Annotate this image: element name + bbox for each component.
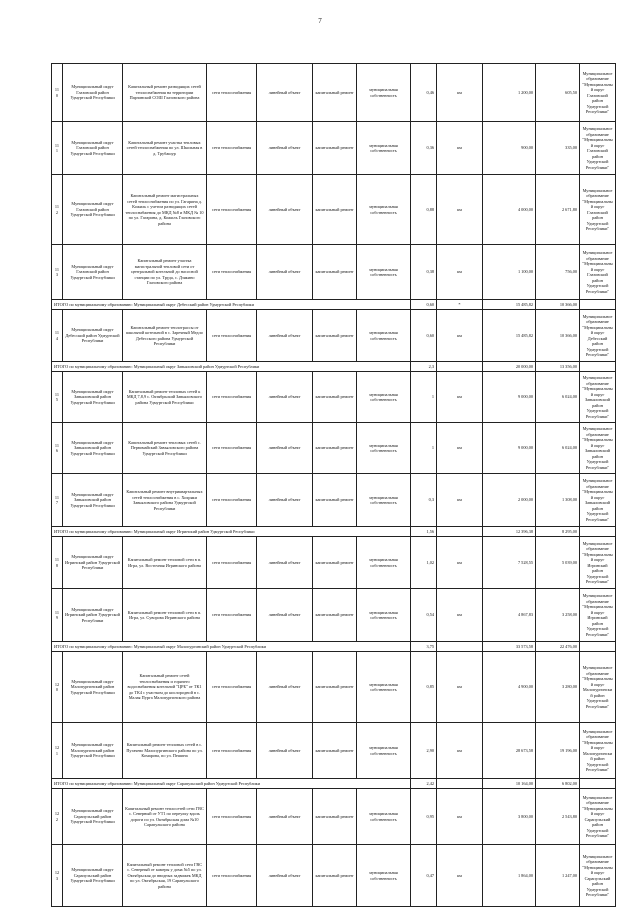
subsidy-cell: 605,50 xyxy=(536,64,580,122)
owner-cell: Муниципальный округ Сарапульский район Удмуртской Республики xyxy=(63,845,123,907)
network-type-cell: сети теплоснабжения xyxy=(207,537,257,589)
object-title-cell: Капитальный ремонт тепловой сети ГВС с. Северный от камеры у дома №5 по ул. Октябрьская до вводных задвижек МКД по ул. Октябрьская, 19 Сарапульского района xyxy=(123,845,207,907)
table-row xyxy=(52,589,616,642)
work-type-cell: капитальный ремонт xyxy=(313,423,357,474)
length-cell: 0,54 xyxy=(411,589,437,642)
summary-row xyxy=(52,642,616,652)
property-type-cell: муниципальная собственность xyxy=(357,372,411,423)
length-cell: 0,38 xyxy=(411,245,437,300)
total-cost-cell: 2 000,00 xyxy=(483,474,536,527)
object-type-cell: линейный объект xyxy=(257,423,313,474)
table-row xyxy=(52,245,616,300)
work-type-cell: капитальный ремонт xyxy=(313,64,357,122)
object-type-cell: линейный объект xyxy=(257,122,313,175)
length-cell: 0,36 xyxy=(411,122,437,175)
length-cell: 1,56 xyxy=(411,527,437,537)
empty-cell xyxy=(580,642,616,652)
recipient-cell: Муниципальное образование "Муниципальный округ Завьяловский район Удмуртской Республики" xyxy=(580,372,616,423)
subsidy-cell: 10 366,00 xyxy=(536,300,580,310)
summary-row xyxy=(52,300,616,310)
table-row xyxy=(52,652,616,723)
subsidy-cell: 8 295,00 xyxy=(536,527,580,537)
owner-cell: Муниципальный округ Малопургинский район Удмуртской Республики xyxy=(63,723,123,779)
recipient-cell: Муниципальное образование "Муниципальный округ Завьяловский район Удмуртской Республики" xyxy=(580,423,616,474)
object-type-cell: линейный объект xyxy=(257,310,313,362)
property-type-cell: муниципальная собственность xyxy=(357,423,411,474)
summary-label: ИТОГО по муниципальному образованию: Муниципальный округ Сарапульский район Удмуртской Республики xyxy=(52,779,411,789)
network-type-cell: сети теплоснабжения xyxy=(207,845,257,907)
property-type-cell: муниципальная собственность xyxy=(357,723,411,779)
work-type-cell: капитальный ремонт xyxy=(313,845,357,907)
subsidy-cell: 2 671,80 xyxy=(536,175,580,245)
owner-cell: Муниципальный округ Сарапульский район Удмуртской Республики xyxy=(63,789,123,845)
property-type-cell: муниципальная собственность xyxy=(357,474,411,527)
recipient-cell: Муниципальное образование "Муниципальный округ Игринский район Удмуртской Республики" xyxy=(580,537,616,589)
total-cost-cell: 3 800,00 xyxy=(483,789,536,845)
page-number: 7 xyxy=(318,17,322,25)
subsidy-cell: 335,00 xyxy=(536,122,580,175)
total-cost-cell: 4 867,83 xyxy=(483,589,536,642)
subsidy-cell: 5 039,00 xyxy=(536,537,580,589)
owner-cell: Муниципальный округ Завьяловский район Удмуртской Республики xyxy=(63,423,123,474)
unit-cell: км xyxy=(437,845,483,907)
subsidy-cell: 3 280,00 xyxy=(536,652,580,723)
property-type-cell: муниципальная собственность xyxy=(357,245,411,300)
length-cell: 0,60 xyxy=(411,300,437,310)
unit-cell: км xyxy=(437,372,483,423)
property-type-cell: муниципальная собственность xyxy=(357,310,411,362)
unit-cell: км xyxy=(437,789,483,845)
network-type-cell: сети теплоснабжения xyxy=(207,64,257,122)
total-cost-cell: 1 200,00 xyxy=(483,64,536,122)
length-cell: 0,88 xyxy=(411,175,437,245)
property-type-cell: муниципальная собственность xyxy=(357,845,411,907)
length-cell: 0,46 xyxy=(411,64,437,122)
table-row xyxy=(52,423,616,474)
work-type-cell: капитальный ремонт xyxy=(313,474,357,527)
work-type-cell: капитальный ремонт xyxy=(313,723,357,779)
length-cell: 3,75 xyxy=(411,642,437,652)
property-type-cell: муниципальная собственность xyxy=(357,589,411,642)
summary-row xyxy=(52,527,616,537)
property-type-cell: муниципальная собственность xyxy=(357,175,411,245)
total-cost-cell: 28 673,58 xyxy=(483,723,536,779)
table-row xyxy=(52,310,616,362)
recipient-cell: Муниципальное образование "Муниципальный округ Малопургинский район Удмуртской Республики" xyxy=(580,652,616,723)
network-type-cell: сети теплоснабжения xyxy=(207,589,257,642)
object-title-cell: Капитальный ремонт тепловых сетей с. Первомайский Завьяловского района Удмуртской Республики xyxy=(123,423,207,474)
object-title-cell: Капитальный ремонт тепловых сетей в с. Пугачево Малопургинского района по ул. Комарова, по ул. Пешина xyxy=(123,723,207,779)
empty-cell xyxy=(580,527,616,537)
table-row xyxy=(52,537,616,589)
network-type-cell: сети теплоснабжения xyxy=(207,789,257,845)
summary-label: ИТОГО по муниципальному образованию: Муниципальный округ Дебесский район Удмуртской Республики xyxy=(52,300,411,310)
length-cell: 1,02 xyxy=(411,537,437,589)
owner-cell: Муниципальный округ Глазовский район Удмуртской Республики xyxy=(63,175,123,245)
property-type-cell: муниципальная собственность xyxy=(357,652,411,723)
object-type-cell: линейный объект xyxy=(257,64,313,122)
row-number-cell: 120 xyxy=(52,652,63,723)
length-cell: 0,60 xyxy=(411,310,437,362)
network-type-cell: сети теплоснабжения xyxy=(207,245,257,300)
recipient-cell: Муниципальное образование "Муниципальный округ Глазовский район Удмуртской Республики" xyxy=(580,122,616,175)
network-type-cell: сети теплоснабжения xyxy=(207,652,257,723)
row-number-cell: 123 xyxy=(52,845,63,907)
object-title-cell: Капитальный ремонт тепловой сети в п. Игра, ул. Суворова Игринского района xyxy=(123,589,207,642)
empty-cell xyxy=(580,300,616,310)
work-type-cell: капитальный ремонт xyxy=(313,589,357,642)
unit-cell xyxy=(437,527,483,537)
object-title-cell: Капитальный ремонт тепловой сети в п. Игра, ул. Восточная Игринского района xyxy=(123,537,207,589)
network-type-cell: сети теплоснабжения xyxy=(207,723,257,779)
total-cost-cell: 9 000,00 xyxy=(483,423,536,474)
summary-row xyxy=(52,362,616,372)
unit-cell: км xyxy=(437,122,483,175)
row-number-cell: 118 xyxy=(52,537,63,589)
property-type-cell: муниципальная собственность xyxy=(357,789,411,845)
table-row xyxy=(52,789,616,845)
length-cell: 1 xyxy=(411,372,437,423)
work-type-cell: капитальный ремонт xyxy=(313,245,357,300)
property-type-cell: муниципальная собственность xyxy=(357,537,411,589)
object-title-cell: Капитальный ремонт теплосетей сети ГВС с. Северный от УТ1 по переулку вдоль дороги по ул. Октябрьская дома №10 Сарапульского района xyxy=(123,789,207,845)
row-number-cell: 112 xyxy=(52,175,63,245)
subsidy-cell: 19 196,00 xyxy=(536,723,580,779)
work-type-cell: капитальный ремонт xyxy=(313,537,357,589)
length-cell: 1 xyxy=(411,423,437,474)
owner-cell: Муниципальный округ Малопургинский район Удмуртской Республики xyxy=(63,652,123,723)
row-number-cell: 119 xyxy=(52,589,63,642)
total-cost-cell: 4 000,00 xyxy=(483,175,536,245)
object-type-cell: линейный объект xyxy=(257,723,313,779)
object-title-cell: Капитальный ремонт тепловых сетей к МКД 7,8,9 с. Октябрьский Завьяловского района Удмуртской Республики xyxy=(123,372,207,423)
subsidy-cell: 2 543,80 xyxy=(536,789,580,845)
object-title-cell: Капитальный ремонт разводящих сетей теплоснабжения на территории Парзинской СОШ Глазовского района xyxy=(123,64,207,122)
row-number-cell: 113 xyxy=(52,245,63,300)
row-number-cell: 110 xyxy=(52,64,63,122)
unit-cell xyxy=(437,779,483,789)
object-type-cell: линейный объект xyxy=(257,372,313,423)
work-type-cell: капитальный ремонт xyxy=(313,789,357,845)
length-cell: 0,47 xyxy=(411,845,437,907)
total-cost-cell: 1 100,00 xyxy=(483,245,536,300)
work-type-cell: капитальный ремонт xyxy=(313,122,357,175)
unit-cell: км xyxy=(437,64,483,122)
recipient-cell: Муниципальное образование "Муниципальный округ Игринский район Удмуртской Республики" xyxy=(580,589,616,642)
row-number-cell: 122 xyxy=(52,789,63,845)
object-title-cell: Капитальный ремонт участка тепловых сетей теплоснабжения по ул. Школьная в д. Трубашур xyxy=(123,122,207,175)
work-type-cell: капитальный ремонт xyxy=(313,652,357,723)
owner-cell: Муниципальный округ Дебесский район Удмуртской Республики xyxy=(63,310,123,362)
unit-cell xyxy=(437,362,483,372)
total-cost-cell: 900,00 xyxy=(483,122,536,175)
total-cost-cell: 15 485,82 xyxy=(483,310,536,362)
property-type-cell: муниципальная собственность xyxy=(357,122,411,175)
network-type-cell: сети теплоснабжения xyxy=(207,474,257,527)
object-type-cell: линейный объект xyxy=(257,245,313,300)
object-type-cell: линейный объект xyxy=(257,589,313,642)
summary-label: ИТОГО по муниципальному образованию: Муниципальный округ Завьяловский район Удмуртской Республики xyxy=(52,362,411,372)
recipient-cell: Муниципальное образование "Муниципальный округ Сарапульский район Удмуртской Республики" xyxy=(580,789,616,845)
row-number-cell: 115 xyxy=(52,372,63,423)
owner-cell: Муниципальный округ Завьяловский район Удмуртской Республики xyxy=(63,474,123,527)
owner-cell: Муниципальный округ Завьяловский район Удмуртской Республики xyxy=(63,372,123,423)
total-cost-cell: 1 864,00 xyxy=(483,845,536,907)
recipient-cell: Муниципальное образование "Муниципальный округ Завьяловский район Удмуртской Республики" xyxy=(580,474,616,527)
table-row xyxy=(52,122,616,175)
subsidy-cell: 1 247,00 xyxy=(536,845,580,907)
unit-cell xyxy=(437,642,483,652)
object-title-cell: Капитальный ремонт магистральных сетей теплоснабжения по ул. Гагарина д. Кожиль с учетом разводящих сетей теплоснабжения до МКД №8 и МКД № 10 по ул. Гагарина, д. Кожиль Глазовского района xyxy=(123,175,207,245)
length-cell: 0,85 xyxy=(411,652,437,723)
row-number-cell: 111 xyxy=(52,122,63,175)
network-type-cell: сети теплоснабжения xyxy=(207,423,257,474)
subsidy-cell: 3 258,00 xyxy=(536,589,580,642)
object-title-cell: Капитальный ремонт теплотрассы от школьной котельной в с. Заречный Медло Дебесского района Удмуртской Республики xyxy=(123,310,207,362)
unit-cell: км xyxy=(437,589,483,642)
total-cost-cell: 7 528,55 xyxy=(483,537,536,589)
subsidy-cell: 6 802,00 xyxy=(536,779,580,789)
unit-cell: км xyxy=(437,723,483,779)
owner-cell: Муниципальный округ Глазовский район Удмуртской Республики xyxy=(63,245,123,300)
length-cell: 2,90 xyxy=(411,723,437,779)
row-number-cell: 117 xyxy=(52,474,63,527)
object-type-cell: линейный объект xyxy=(257,652,313,723)
row-number-cell: 116 xyxy=(52,423,63,474)
object-type-cell: линейный объект xyxy=(257,537,313,589)
subsidy-cell: 1 308,00 xyxy=(536,474,580,527)
network-type-cell: сети теплоснабжения xyxy=(207,175,257,245)
object-title-cell: Капитальный ремонт внутриквартальных сетей теплоснабжения в с. Хохряки Завьяловского района Удмуртской Республики xyxy=(123,474,207,527)
work-type-cell: капитальный ремонт xyxy=(313,372,357,423)
table-row xyxy=(52,372,616,423)
row-number-cell: 114 xyxy=(52,310,63,362)
network-type-cell: сети теплоснабжения xyxy=(207,122,257,175)
unit-cell: км xyxy=(437,423,483,474)
summary-row xyxy=(52,779,616,789)
property-type-cell: муниципальная собственность xyxy=(357,64,411,122)
document-table xyxy=(51,63,615,907)
owner-cell: Муниципальный округ Игринский район Удмуртской Республики xyxy=(63,537,123,589)
unit-cell: км xyxy=(437,537,483,589)
total-cost-cell: 12 396,38 xyxy=(483,527,536,537)
recipient-cell: Муниципальное образование "Муниципальный округ Глазовский район Удмуртской Республики" xyxy=(580,245,616,300)
unit-cell: км xyxy=(437,245,483,300)
length-cell: 2,42 xyxy=(411,779,437,789)
recipient-cell: Муниципальное образование "Муниципальный округ Малопургинский район Удмуртской Республики" xyxy=(580,723,616,779)
subsidy-cell: 6 024,00 xyxy=(536,423,580,474)
recipient-cell: Муниципальное образование "Муниципальный округ Глазовский район Удмуртской Республики" xyxy=(580,64,616,122)
network-type-cell: сети теплоснабжения xyxy=(207,310,257,362)
unit-cell: * xyxy=(437,300,483,310)
owner-cell: Муниципальный округ Глазовский район Удмуртской Республики xyxy=(63,122,123,175)
length-cell: 0,95 xyxy=(411,789,437,845)
object-type-cell: линейный объект xyxy=(257,175,313,245)
subsidy-cell: 13 356,00 xyxy=(536,362,580,372)
recipient-cell: Муниципальное образование "Муниципальный округ Дебесский район Удмуртской Республики" xyxy=(580,310,616,362)
unit-cell: км xyxy=(437,652,483,723)
empty-cell xyxy=(580,779,616,789)
object-type-cell: линейный объект xyxy=(257,845,313,907)
recipient-cell: Муниципальное образование "Муниципальный округ Сарапульский район Удмуртской Республики" xyxy=(580,845,616,907)
object-title-cell: Капитальный ремонт участка магистральной тепловой сети от центральной котельной до насосной станции по ул. Труда, с. Дзякино Глазовского района xyxy=(123,245,207,300)
owner-cell: Муниципальный округ Глазовский район Удмуртской Республики xyxy=(63,64,123,122)
table-row xyxy=(52,474,616,527)
subsidy-cell: 22 476,00 xyxy=(536,642,580,652)
unit-cell: км xyxy=(437,310,483,362)
length-cell: 0,3 xyxy=(411,474,437,527)
subsidy-cell: 10 366,00 xyxy=(536,310,580,362)
summary-label: ИТОГО по муниципальному образованию: Муниципальный округ Игринский район Удмуртской Республики xyxy=(52,527,411,537)
table-row xyxy=(52,175,616,245)
recipient-cell: Муниципальное образование "Муниципальный округ Глазовский район Удмуртской Республики" xyxy=(580,175,616,245)
empty-cell xyxy=(580,362,616,372)
object-type-cell: линейный объект xyxy=(257,474,313,527)
row-number-cell: 121 xyxy=(52,723,63,779)
subsidy-cell: 756,00 xyxy=(536,245,580,300)
owner-cell: Муниципальный округ Игринский район Удмуртской Республики xyxy=(63,589,123,642)
unit-cell: км xyxy=(437,474,483,527)
table-row xyxy=(52,64,616,122)
total-cost-cell: 9 000,00 xyxy=(483,372,536,423)
total-cost-cell: 10 164,00 xyxy=(483,779,536,789)
subsidy-cell: 6 024,00 xyxy=(536,372,580,423)
work-type-cell: капитальный ремонт xyxy=(313,175,357,245)
work-type-cell: капитальный ремонт xyxy=(313,310,357,362)
length-cell: 2,3 xyxy=(411,362,437,372)
total-cost-cell: 20 000,00 xyxy=(483,362,536,372)
unit-cell: км xyxy=(437,175,483,245)
summary-label: ИТОГО по муниципальному образованию: Муниципальный округ Малопургинский район Удмуртской Республики xyxy=(52,642,411,652)
network-type-cell: сети теплоснабжения xyxy=(207,372,257,423)
total-cost-cell: 4 900,00 xyxy=(483,652,536,723)
total-cost-cell: 33 573,58 xyxy=(483,642,536,652)
object-title-cell: Капитальный ремонт сетей теплоснабжения и горячего водоснабжения котельной "ЦРБ" от ТК1 до ТК4 с участком до кислородной в с. Малая Пурга Малопургинского района xyxy=(123,652,207,723)
total-cost-cell: 15 485,82 xyxy=(483,300,536,310)
table-row xyxy=(52,723,616,779)
object-type-cell: линейный объект xyxy=(257,789,313,845)
table-row xyxy=(52,845,616,907)
